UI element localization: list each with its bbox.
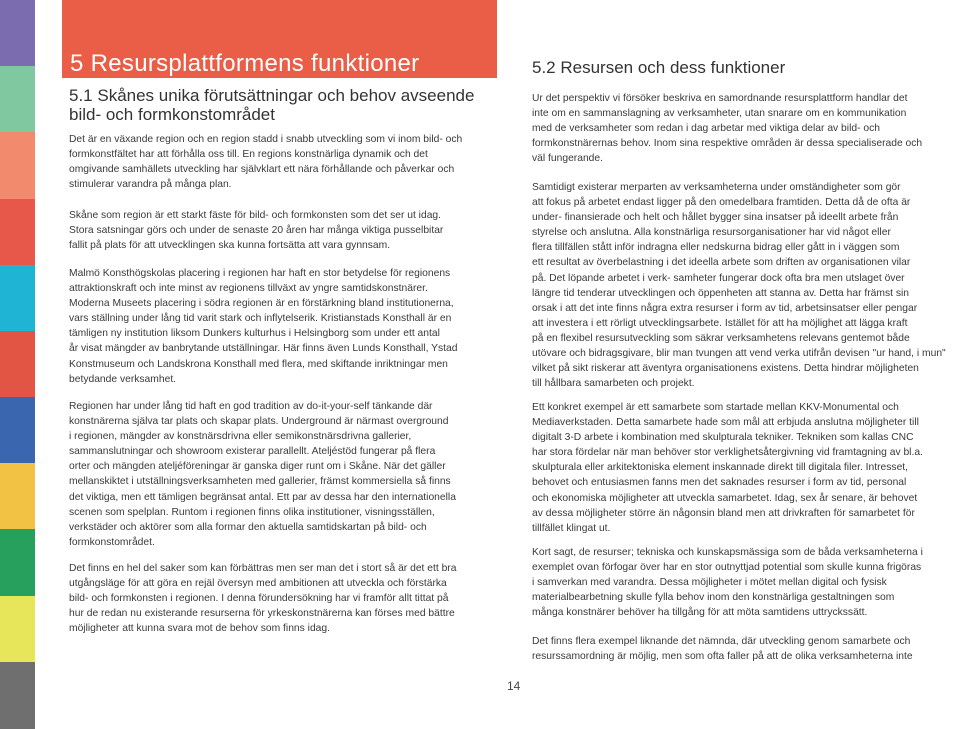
paragraph-line: Moderna Museets placering i södra regionen är en förstärkning bland institutionerna,: [69, 298, 454, 310]
paragraph-line: fallit på plats för att utvecklingen ska kunna fortsätta att vara gynnsam.: [69, 240, 391, 252]
color-stripe: [0, 132, 35, 199]
paragraph-line: bild- och formkonsten i regionen. I denna förundersökning har vi framför allt tittat på: [69, 593, 449, 605]
paragraph-line: Det finns flera exempel liknande det nämnda, där utveckling genom samarbete och: [532, 636, 911, 647]
paragraph: [69, 208, 443, 253]
paragraph-line: materialbearbetning skulle fylla behov inom den konstnärliga gestaltningen som: [532, 592, 895, 604]
color-stripe: [0, 199, 35, 266]
paragraph-line: under- finansierade och helt och hållet bygger sina insatser på ideellt arbete från: [532, 212, 899, 224]
paragraph-line: längre tid tenderar utvecklingen och öppenheten att stanna av. Detta har främst sin: [532, 287, 910, 299]
paragraph-line: verkstäder och aktörer som alla formar den aktuella samtidskartan på bild- och: [69, 521, 427, 533]
paragraph-line: många konstnärer behöver ha tillgång för att möta samtidens uttryckssätt.: [532, 607, 868, 619]
paragraph-line: mellanskiktet i utställningsverksamheten med gallerier, främst kommersiella så finns: [69, 476, 451, 488]
paragraph-line: konstnärerna själva tar plats och skapar plats. Underground är närmast overground: [69, 416, 449, 428]
paragraph-line: av dessa möjligheter större än någonsin bland men att drivkraften för samarbetet för: [532, 507, 915, 519]
paragraph-line: möjligheter att kunna svara mot de behov som finns idag.: [69, 623, 330, 635]
paragraph-line: styrelse och anslutna. Alla konstnärliga resursorganisationer har vid något eller: [532, 227, 891, 239]
color-stripe: [0, 529, 35, 596]
paragraph-line: formkonstfältet har att förhålla oss till. En regions konstnärliga dynamik och det: [69, 149, 428, 161]
heading-line: 5.1 Skånes unika förutsättningar och behov avseende: [69, 86, 475, 105]
paragraph-line: scenen som spelplan. Runtom i regionen finns olika institutioner, visningsställen,: [69, 506, 435, 518]
paragraph-line: utgångsläge för att göra en rejäl översyn med ambitionen att utveckla och förstärka: [69, 578, 447, 590]
paragraph-line: formkonstområdet.: [69, 536, 155, 548]
color-stripe: [0, 66, 35, 133]
paragraph-line: Det finns en hel del saker som kan förbättras men ser man det i stort så är det ett bra: [69, 563, 457, 574]
paragraph-line: Ur det perspektiv vi försöker beskriva en samordnande resursplattform handlar det: [532, 93, 908, 104]
color-stripe: [0, 463, 35, 530]
paragraph-line: utövare och bidragsgivare, blir man tvungen att vend verka utifrån devisen "ur hand, i mun": [532, 348, 946, 360]
paragraph-line: formkonstnärernas behov. Inom sina respektive områden är dessa specialiserade och: [532, 138, 923, 150]
paragraph: [532, 91, 922, 166]
paragraph-line: vars ställning under lång tid varit stark och inflytelserik. Kristianstads Konsthall är en: [69, 313, 452, 325]
paragraph-line: Samtidigt existerar merparten av verksamheterna under omständigheter som gör: [532, 182, 901, 193]
paragraph-line: Kort sagt, de resurser; tekniska och kunskapsmässiga som de båda verksamheterna i: [532, 547, 923, 558]
section-title: 5 Resursplattformens funktioner: [70, 50, 420, 77]
paragraph-line: skulpturala eller arkitektoniska element inskannade direkt till digitala filer. Intresset,: [532, 462, 909, 474]
paragraph: [532, 545, 923, 620]
paragraph-line: Skåne som region är ett starkt fäste för bild- och formkonsten som det ser ut idag.: [69, 210, 442, 221]
paragraph-line: inte om en sammanslagning av verksamheter, utan snarare om en kommunikation: [532, 108, 907, 120]
paragraph-line: på en flexibel resursutveckling som säkrar verksamhetens relevans gentemot både: [532, 332, 910, 344]
subsection-heading-5-2: 5.2 Resursen och dess funktioner: [532, 58, 786, 77]
paragraph-line: det viktiga, men ett tämligen begränsat antal. Ett par av dessa har den internationella: [69, 491, 456, 503]
paragraph-line: i regionen, mängder av konstnärsdrivna eller semikonstnärsdrivna gallerier,: [69, 431, 412, 443]
paragraph-line: och ekonomiska möjligheter att utveckla samarbetet. Idag, sex år senare, är behovet: [532, 492, 918, 504]
paragraph-line: Ett konkret exempel är ett samarbete som startade mellan KKV-Monumental och: [532, 402, 899, 413]
paragraph-line: orter och mängden ateljéföreningar är ganska diger runt om i Skåne. När det gäller: [69, 461, 446, 473]
paragraph-line: har stora fördelar när man behöver stor verklighetsåtergivning vid framtagning av bl.a.: [532, 447, 923, 459]
paragraph-line: i samverkan med varandra. Dessa möjligheter i mötet mellan digital och fysisk: [532, 577, 887, 589]
paragraph: [69, 399, 456, 550]
color-stripe: [0, 596, 35, 663]
paragraph-line: Det är en växande region och en region stadd i snabb utveckling som vi inom bild- och: [69, 134, 463, 145]
paragraph-line: med de verksamheter som redan i dag arbetar med viktiga delar av bild- och: [532, 123, 880, 135]
color-stripe: [0, 0, 35, 67]
paragraph-line: Regionen har under lång tid haft en god tradition av do-it-your-self tänkande där: [69, 401, 433, 412]
heading-line: bild- och formkonstområdet: [69, 105, 275, 124]
paragraph-line: år visat mängder av banbrytande utställningar. Här finns även Lunds Konsthall, Ystad: [69, 343, 458, 355]
paragraph-line: väl fungerande.: [532, 153, 603, 165]
paragraph-line: digitalt 3-D arbete i kombination med skulpturala tekniker. Tekniken som kallas CNC: [532, 432, 914, 444]
paragraph-line: Mediaverkstaden. Detta samarbete hade som mål att erbjuda anslutna möjligheter till: [532, 417, 919, 429]
page-number: 14: [507, 679, 521, 693]
paragraph-line: hur de redan nu existerande resurserna för yrkeskonstnärerna kan förses med bättre: [69, 608, 455, 620]
paragraph: [69, 132, 462, 192]
paragraph-line: att investera i ett rörligt utvecklingsarbete. Istället för att ha möjlighet att lägga kraft: [532, 317, 908, 329]
subsection-heading-5-1: [69, 86, 499, 124]
paragraph-line: omgivande samhällets utveckling har självklart ett nära förhållande och påverkar och: [69, 164, 455, 176]
paragraph-line: Konstmuseum och Landskrona Konsthall med flera, med skiftande inriktningar men: [69, 358, 448, 370]
paragraph-line: behovet och entusiasmen fanns men det saknades resurser i form av tid, personal: [532, 477, 907, 489]
paragraph-line: attraktionskraft och inte minst av regionens tillväxt av yngre samtidskonstnärer.: [69, 283, 428, 295]
paragraph-line: tillfället klingat ut.: [532, 522, 611, 534]
color-stripe: [0, 397, 35, 464]
color-stripe: [0, 265, 35, 332]
paragraph-line: till hållbara samarbeten och projekt.: [532, 378, 695, 390]
paragraph: [69, 561, 456, 636]
paragraph-line: resurssamordning är möjlig, men som ofta faller på att de olika verksamheterna inte: [532, 651, 913, 663]
paragraph-line: sammanslutningar och showroom existerar parallellt. Ateljéstöd fungerar på flera: [69, 446, 436, 458]
paragraph-line: att fokus på arbetet endast ligger på den omedelbara framtiden. Detta då de ofta är: [532, 197, 911, 209]
paragraph-line: flera tillfällen stått inför indragna eller nedskurna bidrag eller gått in i väggen som: [532, 242, 900, 254]
paragraph: [532, 180, 946, 391]
section-banner: [62, 0, 497, 78]
paragraph-line: exemplet ovan förfogar över har en stor outnyttjad potential som skulle kunna frigöras: [532, 562, 922, 574]
paragraph-line: Stora satsningar görs och under de senaste 20 åren har många viktiga pusselbitar: [69, 225, 444, 237]
paragraph: [69, 266, 457, 387]
paragraph-line: orsak i att det inte finns några extra resurser i form av tid, arbetsinsatser eller pengar: [532, 302, 918, 314]
paragraph-line: på. Det löpande arbetet i verk- samheter fungerar dock ofta bra men utslaget över: [532, 272, 905, 284]
paragraph-line: vilket på sikt riskerar att äventyra organisationens existens. Detta hindrar möjligheten: [532, 363, 919, 375]
paragraph-line: tämligen ny institution liksom Dunkers kulturhus i Helsingborg som under ett antal: [69, 328, 440, 340]
paragraph-line: betydande verksamhet.: [69, 373, 177, 385]
paragraph: [532, 634, 913, 664]
color-stripe: [0, 662, 35, 729]
paragraph-line: stimulerar varandra på många plan.: [69, 179, 232, 191]
paragraph-line: ett resultat av överbelastning i det ideella arbete som driften av organisationen vilar: [532, 257, 911, 269]
paragraph-line: Malmö Konsthögskolas placering i regionen har haft en stor betydelse för regionens: [69, 268, 451, 279]
color-stripe-bar: [0, 0, 35, 728]
paragraph: [532, 400, 923, 536]
color-stripe: [0, 331, 35, 398]
